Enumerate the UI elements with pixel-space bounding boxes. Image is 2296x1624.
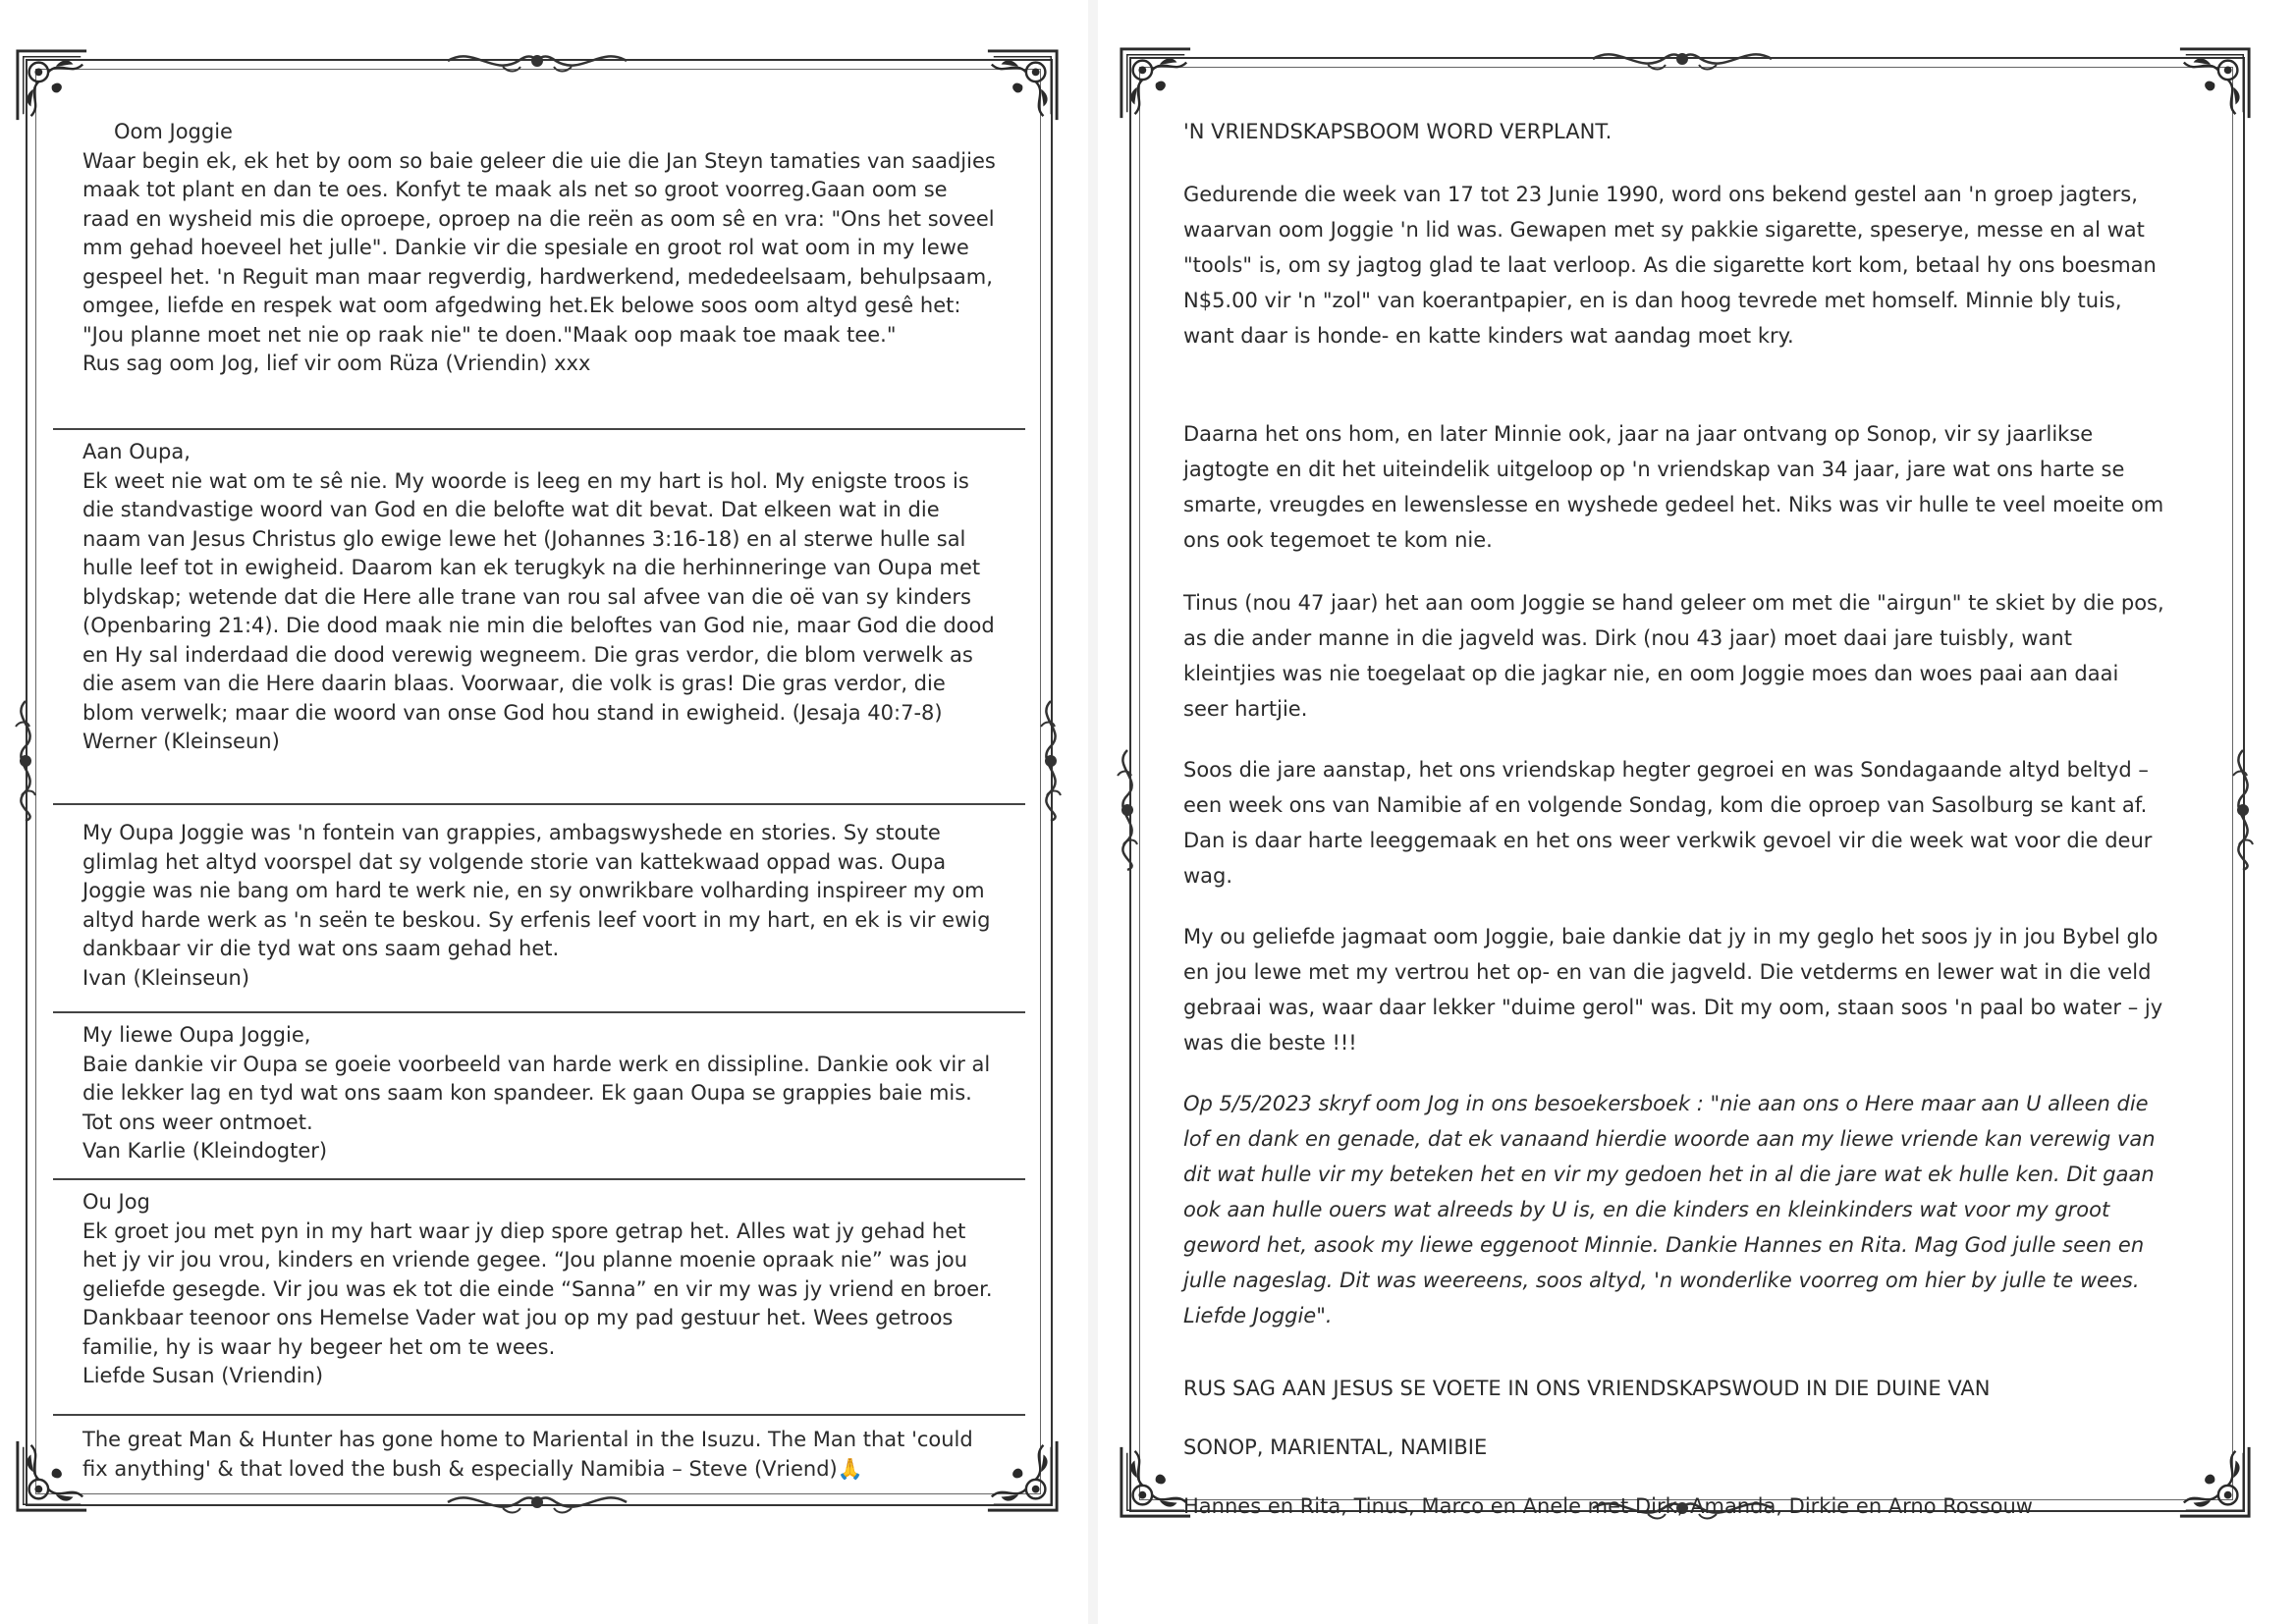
tribute-steve <box>53 1416 1025 1487</box>
closing-line-2: SONOP, MARIENTAL, NAMIBIE <box>1183 1435 1488 1459</box>
tribute-text: Baie dankie vir Oupa se goeie voorbeeld van harde werk en dissipline. Dankie ook vir al die lekker lag en tyd wat ons saam kon spandeer. Ek gaan Oupa se grappies baie mis. Tot ons weer ontmoet. <box>82 1052 997 1134</box>
paragraph-4: Soos die jare aanstap, het ons vriendskap hegter gegroei en was Sondagaande altyd beltyd – een week ons van Namibie af en volgende Sondag, kom die oproep van Sasolburg se kant af. Dan is daar harte leeggemaak en het ons weer verkwik gevoel vir die week wat voor die deur wag. <box>1183 758 2153 888</box>
top-flourish-icon <box>1589 41 1776 77</box>
paragraph-1: Gedurende die week van 17 tot 23 Junie 1990, word ons bekend gestel aan 'n groep jagters, waarvan oom Joggie 'n lid was. Gewapen met sy pakkie sigarette, speserye, messe en al wat "tools" is, om sy jagtog glad te laat verloop. As die sigarette kort kom, betaal hy ons boesman N$5.00 vir 'n "zol" van koerantpapier, en is dan hoog tevrede met homself. Minnie bly tuis, want daar is honde- en katte kinders wat aandag moet kry. <box>1183 183 2157 348</box>
tribute-heading: My liewe Oupa Joggie, <box>82 1023 311 1047</box>
page-title: 'N VRIENDSKAPSBOOM WORD VERPLANT. <box>1183 120 1613 143</box>
tribute-text: Waar begin ek, ek het by oom so baie geleer die uie die Jan Steyn tamaties van saadjies maak tot plant en dan te oes. Konfyt te maak als net so groot voorreg.Gaan oom se raad en wysheid mis die oproepe, oproep na die reën as oom sê en vra: "Ons het soveel mm gehad hoeveel het julle". Dankie vir die spesiale en groot rol wat oom in my lewe gespeel het. 'n Reguit man maar regverdig, hardwerkend, mededeelsaam, behulpsaam, omgee, liefde en respek wat oom afgedwing het.Ek belowe soos oom altyd gesê het: "Jou planne moet net nie op raak nie" te doen."Maak oop maak toe maak tee." <box>82 148 1003 347</box>
left-page <box>0 0 1088 1624</box>
paragraph-3: Tinus (nou 47 jaar) het aan oom Joggie se hand geleer om met die "airgun" te skiet by die pos, as die ander manne in die jagveld was. Dirk (nou 43 jaar) moet daai jare tuisbly, want kleintjies was nie toegelaat op die jagkar nie, en oom Joggie moes dan woes paai aan daai seer hartjie. <box>1183 591 2164 721</box>
top-flourish-icon <box>444 43 630 79</box>
tribute-oom-joggie <box>53 110 1025 430</box>
tribute-signature: Van Karlie (Kleindogter) <box>82 1139 328 1163</box>
signatories: Hannes en Rita, Tinus, Marco en Anele met Dirk, Amanda, Dirkie en Arno Rossouw <box>1183 1494 2033 1518</box>
tribute-ivan <box>53 805 1025 1013</box>
corner-ornament-icon <box>2176 1443 2253 1520</box>
side-flourish-icon <box>1031 697 1070 825</box>
tribute-text: Ek weet nie wat om te sê nie. My woorde is leeg en my hart is hol. My enigste troos is die standvastige woord van God en die belofte wat dit bevat. Dat elkeen wat in die naam van Jesus Christus glo ewige lewe het (Johannes 3:16-18) en al sterwe hulle sal hulle leef tot in ewigheid. Daarom kan ek terugkyk na die herhinneringe van Oupa met blydskap; wetende dat die Here alle trane van rou sal afvee van die oë van sy kinders (Openbaring 21:4). Die dood maak nie min die beloftes van God nie, maar God die dood en Hy sal inderdaad die dood verewig wegneem. Die gras verdor, die blom verwelk as die asem van die Here daarin blaas. Voorwaar, die volk is gras! Die gras verdor, die blom verwelk; maar die woord van onse God hou stand in ewigheid. (Jesaja 40:7-8) <box>82 468 1002 725</box>
page-gutter <box>1088 0 1098 1624</box>
tribute-heading: Oom Joggie <box>114 120 233 143</box>
tribute-text: The great Man & Hunter has gone home to Mariental in the Isuzu. The Man that 'could fix anything' & that loved the bush & especially Namibia – Steve (Vriend)🙏 <box>82 1428 980 1481</box>
tribute-heading: Ou Jog <box>82 1190 150 1214</box>
tribute-signature: Liefde Susan (Vriendin) <box>82 1364 324 1387</box>
closing-line-1: RUS SAG AAN JESUS SE VOETE IN ONS VRIENDSKAPSWOUD IN DIE DUINE VAN <box>1183 1377 1991 1400</box>
tribute-heading: Aan Oupa, <box>82 440 191 463</box>
tribute-signature: Rus sag oom Jog, lief vir oom Rüza (Vriendin) xxx <box>82 352 591 375</box>
tribute-signature: Werner (Kleinseun) <box>82 730 280 753</box>
side-flourish-icon <box>1108 746 1147 874</box>
paragraph-2: Daarna het ons hom, en later Minnie ook, jaar na jaar ontvang op Sonop, vir sy jaarlikse jagtogte en dit het uiteindelik uitgeloop op 'n vriendskap van 34 jaar, jare wat ons harte se smarte, vreugdes en lewenslesse en wyshede gedeel het. Niks was vir hulle te veel moeite om ons ook tegemoet te kom nie. <box>1183 422 2164 552</box>
corner-ornament-icon <box>1118 45 1194 122</box>
side-flourish-icon <box>6 697 45 825</box>
side-flourish-icon <box>2223 746 2263 874</box>
tribute-text: Ek groet jou met pyn in my hart waar jy diep spore getrap het. Alles wat jy gehad het het jy vir jou vrou, kinders en vriende gegee. “Jou planne moenie opraak nie” was jou geliefde gesegde. Vir jou was ek tot die einde “Sanna” en vir my was jy vriend en broer. Dankbaar teenoor ons Hemelse Vader wat jou op my pad gestuur het. Wees getroos familie, hy is waar hy begeer het om te wees. <box>82 1218 1000 1359</box>
tribute-signature: Ivan (Kleinseun) <box>82 965 250 990</box>
paragraph-5: My ou geliefde jagmaat oom Joggie, baie dankie dat jy in my geglo het soos jy in jou Bybel glo en jou lewe met my vertrou het op- en van die jagveld. Die vetderms en lewer wat in die veld gebraai was, waar daar lekker "duime gerol" was. Dit my oom, staan soos 'n paal bo water – jy was die beste !!! <box>1183 925 2163 1055</box>
bottom-flourish-icon <box>444 1485 630 1520</box>
corner-ornament-icon <box>2176 45 2253 122</box>
tribute-susan <box>53 1180 1025 1416</box>
tribute-werner <box>53 430 1025 805</box>
tribute-text: My Oupa Joggie was 'n fontein van grappies, ambagswyshede en stories. Sy stoute glimlag het altyd voorspel dat sy volgende storie van kattekwaad oppad was. Oupa Joggie was nie bang om hard te werk nie, en sy onwrikbare volharding inspireer my om altyd harde werk as 'n seën te beskou. Sy erfenis leef voort in my hart, en ek is vir ewig dankbaar vir die tyd wat ons saam gehad het. <box>82 821 998 960</box>
tribute-karlie <box>53 1013 1025 1180</box>
guestbook-quote: Op 5/5/2023 skryf oom Jog in ons besoekersboek : "nie aan ons o Here maar aan U alleen die lof en dank en genade, dat ek vanaand hierdie woorde aan my liewe vriende kan verewig van dit wat hulle vir my beteken het en vir my gedoen het in al die jare wat ek hulle ken. Dit gaan ook aan hulle ouers wat alreeds by U is, en die kinders en kleinkinders wat voor my groot geword het, asook my liewe eggenoot Minnie. Dankie Hannes en Rita. Mag God julle seen en julle nageslag. Dit was weereens, soos altyd, 'n wonderlike voorreg om hier by julle te wees. Liefde Joggie". <box>1183 1092 2156 1327</box>
